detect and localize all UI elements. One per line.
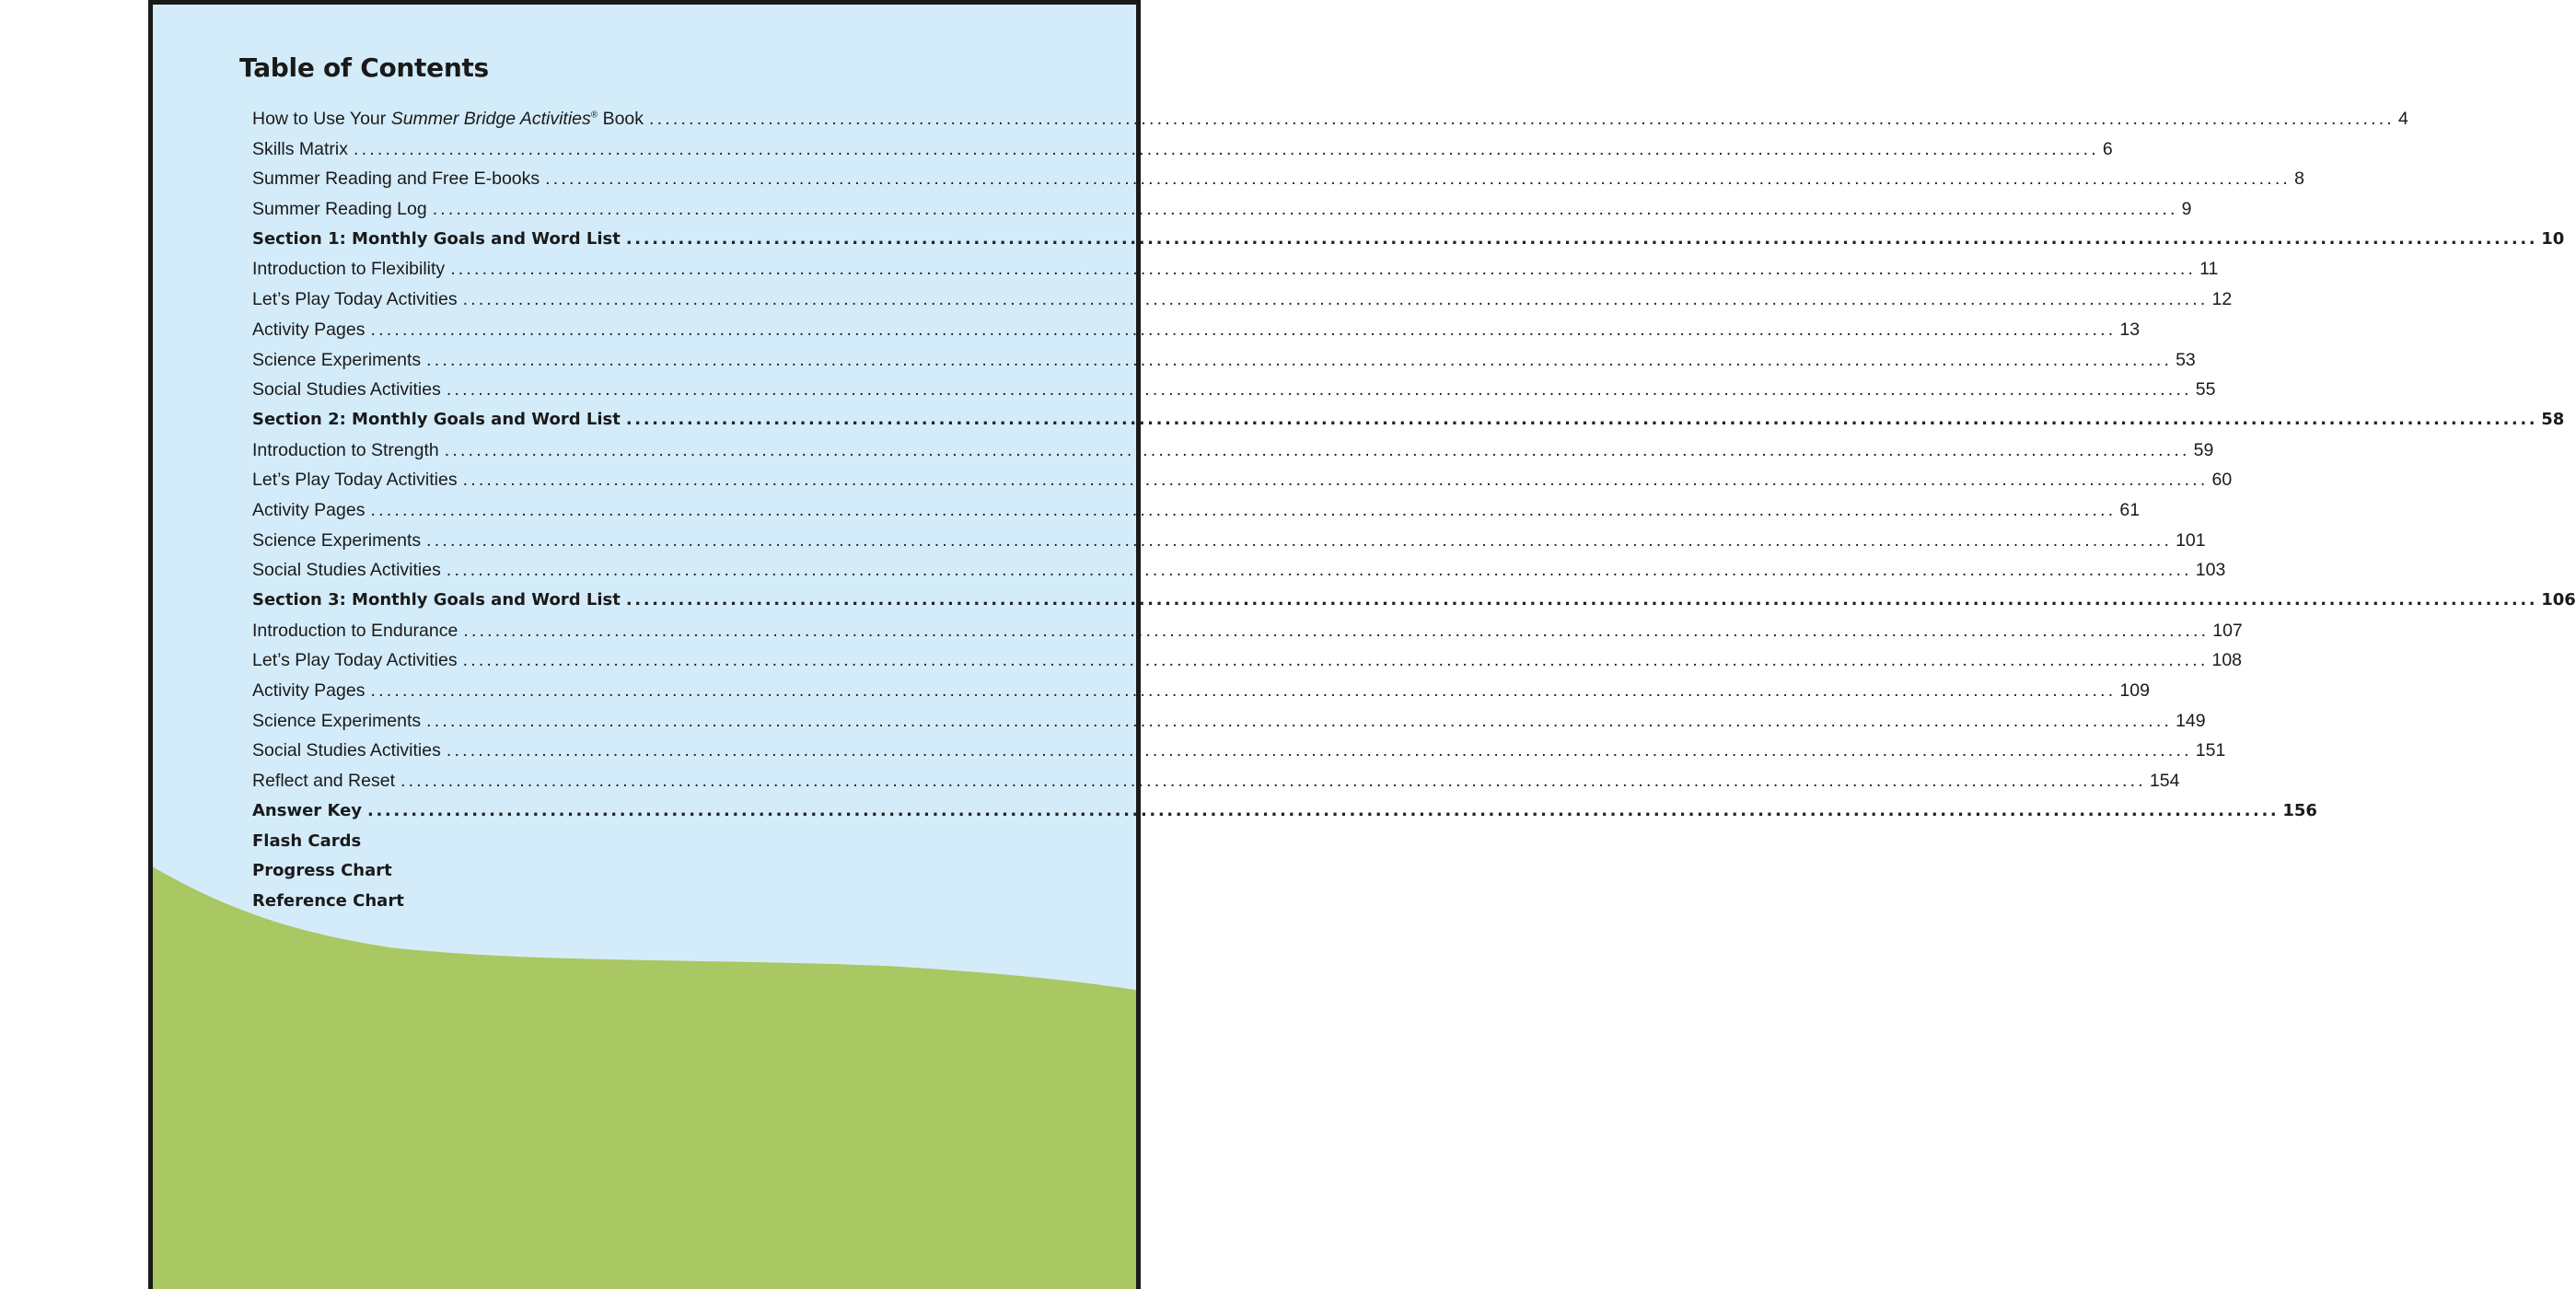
toc-entry-label: Activity Pages	[252, 499, 366, 520]
toc-entry-page: 103	[2195, 560, 2226, 581]
toc-entry[interactable]	[252, 199, 2192, 229]
toc-entry[interactable]	[252, 138, 2113, 169]
toc-intro-prefix: How to Use Your	[252, 109, 387, 129]
toc-leader-dots: ............................................................................................................................................................................................................................	[367, 800, 2280, 820]
toc-entry-label: Science Experiments	[252, 529, 422, 551]
toc-intro-suffix: Book	[602, 109, 644, 129]
toc-leader-dots: ............................................................................................................................................................................................................................	[426, 349, 2173, 370]
toc-entry[interactable]	[252, 319, 2141, 350]
toc-list	[252, 109, 2576, 922]
toc-leader-dots: ............................................................................................................................................................................................................................	[354, 138, 2099, 159]
toc-entry-page: 156	[2282, 800, 2317, 820]
toc-entry[interactable]	[252, 349, 2196, 380]
toc-entry[interactable]	[252, 439, 2214, 470]
toc-entry-page: 9	[2181, 199, 2192, 220]
toc-entry-label: Summer Reading Log	[252, 199, 427, 220]
toc-entry[interactable]	[252, 168, 2304, 199]
toc-entry[interactable]	[252, 379, 2216, 410]
toc-entry-label: Social Studies Activities	[252, 379, 441, 401]
toc-leader-dots: ............................................................................................................................................................................................................................	[446, 740, 2192, 761]
toc-entry-label: Reference Chart	[252, 890, 404, 911]
toc-entry-page: 61	[2119, 499, 2141, 520]
toc-entry-label: Activity Pages	[252, 319, 366, 340]
toc-entry[interactable]	[252, 861, 1056, 891]
page-title: Table of Contents	[239, 52, 489, 83]
toc-entry[interactable]	[252, 228, 2565, 260]
toc-entry[interactable]	[252, 891, 1056, 922]
toc-entry-page: 8	[2294, 168, 2304, 190]
toc-entry-label: Reflect and Reset	[252, 771, 396, 792]
toc-leader-dots: ............................................................................................................................................................................................................................	[426, 710, 2173, 731]
toc-leader-dots: ............................................................................................................................................................................................................................	[400, 771, 2146, 792]
toc-entry-page: 60	[2211, 470, 2233, 491]
toc-leader-dots: ............................................................................................................................................................................................................................	[462, 289, 2209, 310]
toc-entry-label: Social Studies Activities	[252, 740, 441, 761]
toc-entry-label: Section 1: Monthly Goals and Word List	[252, 228, 621, 249]
toc-entry-page: 53	[2176, 349, 2196, 370]
toc-entry[interactable]	[252, 590, 2576, 621]
toc-entry-label: Introduction to Strength	[252, 439, 439, 460]
toc-entry-label: Science Experiments	[252, 710, 422, 731]
toc-entry-page: 149	[2176, 710, 2206, 731]
toc-entry-page: 55	[2195, 379, 2216, 401]
toc-leader-dots: ............................................................................................................................................................................................................................	[463, 620, 2210, 641]
toc-leader-dots: ............................................................................................................................................................................................................................	[446, 379, 2192, 401]
toc-entry-label	[252, 109, 649, 130]
toc-entry-page: 4	[2397, 109, 2408, 129]
toc-entry[interactable]	[252, 470, 2233, 500]
toc-entry-page: 10	[2541, 228, 2565, 249]
toc-leader-dots: ............................................................................................................................................................................................................................	[462, 650, 2209, 671]
toc-entry-label: Let’s Play Today Activities	[252, 650, 458, 671]
toc-entry[interactable]	[252, 800, 2317, 831]
toc-entry-page: 58	[2541, 409, 2565, 429]
toc-entry-label: Progress Chart	[252, 861, 392, 881]
toc-entry-label: Introduction to Endurance	[252, 620, 458, 641]
toc-entry-label: Flash Cards	[252, 830, 362, 851]
toc-leader-dots: ............................................................................................................................................................................................................................	[545, 168, 2292, 190]
toc-entry[interactable]	[252, 831, 1056, 862]
toc-leader-dots: ............................................................................................................................................................................................................................	[432, 199, 2178, 220]
toc-entry-page: 11	[2199, 259, 2219, 280]
toc-entry[interactable]	[252, 680, 2150, 711]
toc-entry-label: Skills Matrix	[252, 138, 349, 159]
toc-entry-page: 107	[2212, 620, 2243, 641]
toc-entry-label: Activity Pages	[252, 680, 366, 702]
registered-mark: ®	[590, 110, 598, 121]
toc-entry-page: 154	[2149, 771, 2180, 792]
toc-entry-label: Social Studies Activities	[252, 560, 441, 581]
toc-entry-page: 6	[2102, 138, 2113, 159]
toc-entry-label: Introduction to Flexibility	[252, 259, 446, 280]
toc-entry-label: Let’s Play Today Activities	[252, 289, 458, 310]
toc-entry-label: Let’s Play Today Activities	[252, 470, 458, 491]
toc-entry-page: 108	[2211, 650, 2243, 671]
toc-entry[interactable]	[252, 289, 2233, 319]
toc-entry[interactable]	[252, 650, 2243, 680]
toc-entry-page: 59	[2193, 439, 2214, 460]
toc-leader-dots: ............................................................................................................................................................................................................................	[625, 409, 2538, 429]
toc-leader-dots: ............................................................................................................................................................................................................................	[370, 319, 2117, 340]
toc-entry-page: 13	[2119, 319, 2141, 340]
toc-entry[interactable]	[252, 529, 2206, 561]
toc-entry-label: Answer Key	[252, 800, 363, 820]
toc-entry-label: Section 2: Monthly Goals and Word List	[252, 409, 621, 429]
toc-entry-page: 106	[2541, 590, 2576, 610]
toc-leader-dots: ............................................................................................................................................................................................................................	[446, 560, 2192, 581]
toc-leader-dots: ............................................................................................................................................................................................................................	[625, 228, 2538, 249]
toc-entry[interactable]	[252, 259, 2219, 289]
toc-entry-label: Science Experiments	[252, 349, 422, 370]
toc-entry[interactable]	[252, 560, 2226, 590]
toc-entry[interactable]	[252, 409, 2565, 440]
toc-leader-dots: ............................................................................................................................................................................................................................	[370, 499, 2117, 520]
toc-entry[interactable]	[252, 710, 2206, 741]
toc-entry-page: 12	[2211, 289, 2233, 310]
toc-entry-page: 151	[2195, 740, 2226, 761]
toc-leader-dots: ............................................................................................................................................................................................................................	[444, 439, 2190, 460]
toc-leader-dots: ............................................................................................................................................................................................................................	[426, 529, 2173, 551]
toc-entry-page: 109	[2119, 680, 2150, 702]
toc-entry[interactable]	[252, 771, 2180, 801]
toc-entry-label: Section 3: Monthly Goals and Word List	[252, 590, 621, 610]
toc-intro-book-title: Summer Bridge Activities	[390, 109, 591, 129]
toc-entry[interactable]	[252, 740, 2226, 771]
toc-leader-dots: ............................................................................................................................................................................................................................	[649, 109, 2395, 129]
document-page	[148, 0, 2576, 1289]
toc-entry[interactable]	[252, 620, 2243, 651]
toc-leader-dots: ............................................................................................................................................................................................................................	[462, 470, 2209, 491]
toc-leader-dots: ............................................................................................................................................................................................................................	[625, 590, 2538, 610]
toc-leader-dots: ............................................................................................................................................................................................................................	[370, 680, 2117, 702]
toc-entry-page: 101	[2176, 529, 2206, 551]
toc-entry-how-to-use[interactable]	[252, 109, 2408, 139]
toc-entry-label: Summer Reading and Free E-books	[252, 168, 540, 190]
toc-leader-dots: ............................................................................................................................................................................................................................	[450, 259, 2197, 280]
toc-entry[interactable]	[252, 499, 2141, 530]
